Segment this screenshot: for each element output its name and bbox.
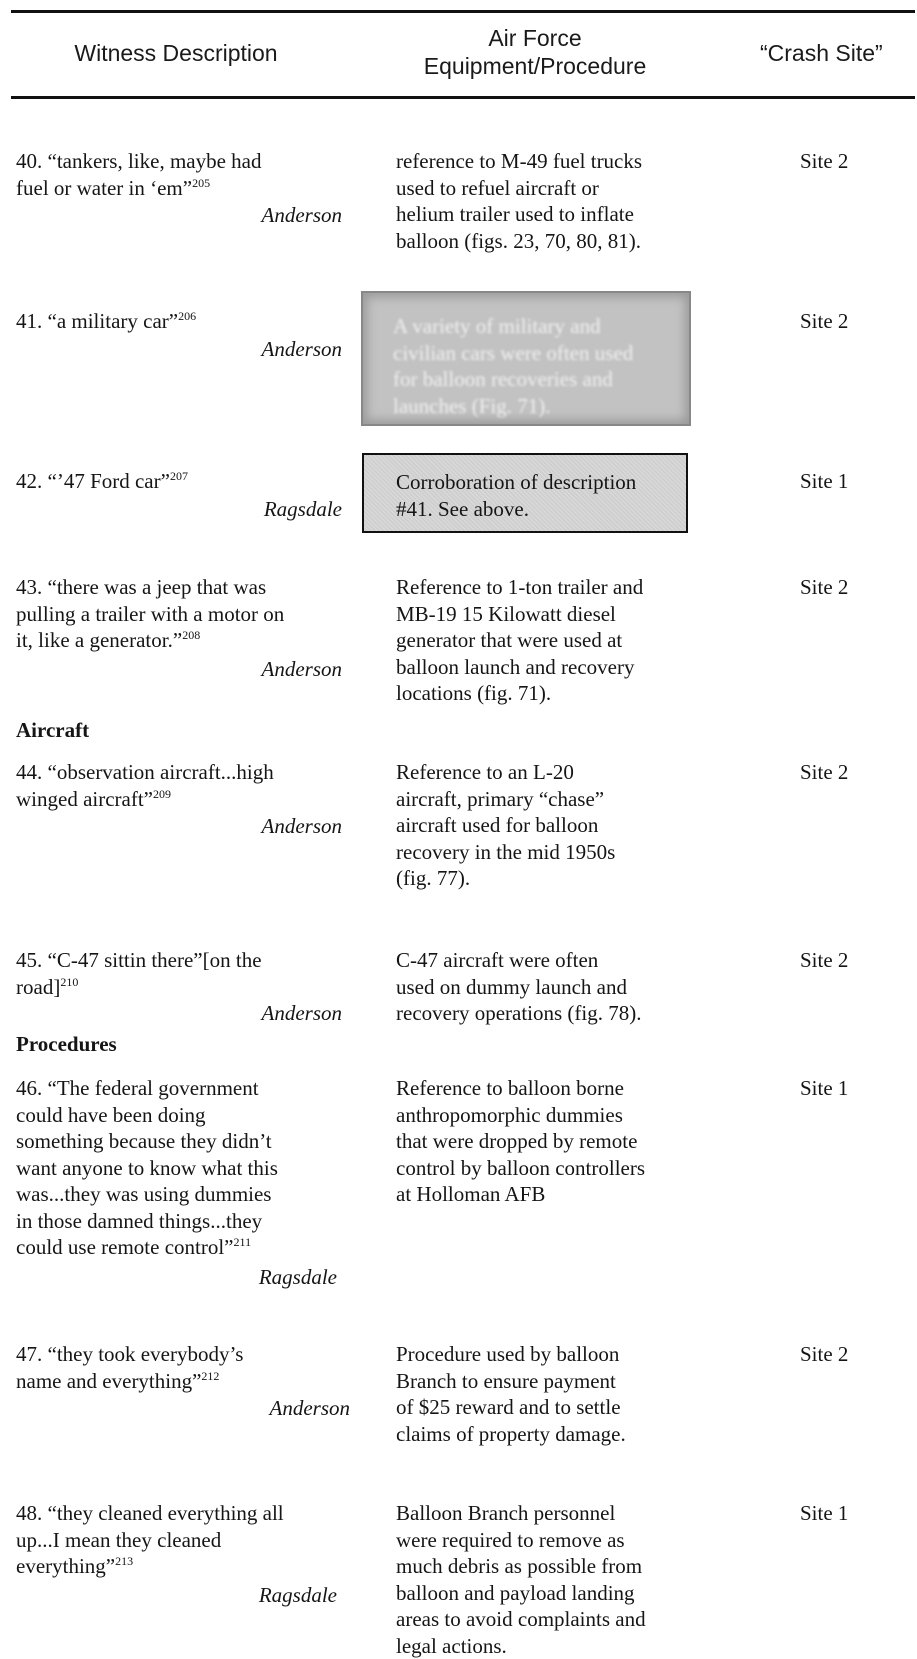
equipment-description-40: reference to M-49 fuel trucks used to refuel aircraft or helium trailer used to inflate balloon (figs. 23, 70, 80, 81). [396,149,643,253]
witness-name: Anderson [261,814,342,838]
equipment-description-41: A variety of military and civilian cars were often used for balloon recoveries and launches (Fig. 71). [393,314,634,418]
witness-name: Ragsdale [258,1265,337,1289]
footnote-ref: 207 [169,469,188,483]
section-heading-procedures: Procedures [16,1032,117,1056]
footnote-ref: 213 [115,1554,134,1568]
crash-site-label: Site 2 [800,1342,849,1366]
witness-quote-45: 45. “C-47 sittin there”[on the road]$^{210}$ [16,948,262,999]
header-air-force-line2: Equipment/Procedure [423,53,647,79]
crash-site-label: Site 2 [800,575,849,599]
equipment-description-45: C-47 aircraft were often used on dummy launch and recovery operations (fig. 78). [396,948,642,1025]
section-heading-aircraft: Aircraft [16,718,90,742]
witness-quote-44: 44. “observation aircraft...high winged aircraft”$^{209}$ [16,760,274,811]
crash-site-label: Site 2 [800,948,849,972]
witness-quote-48: 48. “they cleaned everything all up...I mean they cleaned everything”$^{213}$ [16,1501,284,1578]
highlighted-equipment-box-42 [362,453,688,533]
witness-name: Anderson [261,203,342,227]
crash-site-label: Site 1 [800,1501,849,1525]
header-crash-site: “Crash Site” [760,40,883,66]
crash-site-label: Site 1 [800,1076,849,1100]
witness-quote-47: 47. “they took everybody’s name and everything”$^{212}$ [16,1342,244,1393]
witness-name: Anderson [269,1396,350,1420]
header-top-rule [11,10,915,13]
highlighted-equipment-box-41 [361,291,691,426]
footnote-ref: 212 [201,1368,220,1383]
footnote-ref: 210 [60,974,79,989]
footnote-ref: 209 [153,786,172,801]
witness-name: Ragsdale [263,497,342,521]
equipment-description-48: Balloon Branch personnel were required to remove as much debris as possible from balloon and payload landing areas to avoid complaints and legal actions. [396,1501,646,1658]
witness-quote-43: 43. “there was a jeep that was pulling a trailer with a motor on it, like a generator.”$^{208}$ [16,575,285,652]
witness-name: Ragsdale [258,1583,337,1607]
crash-site-label: Site 2 [800,149,849,173]
header-witness-description: Witness Description [74,40,278,66]
footnote-ref: 206 [178,309,197,323]
witness-quote-40: 40. “tankers, like, maybe had fuel or water in ‘em”$^{205}$ [16,149,262,200]
footnote-ref: 208 [182,628,201,642]
equipment-description-42: Corroboration of description #41. See above. [396,470,637,521]
witness-name: Anderson [261,1001,342,1025]
footnote-ref: 211 [233,1235,252,1249]
witness-name: Anderson [261,657,342,681]
equipment-description-47: Procedure used by balloon Branch to ensure payment of $25 reward and to settle claims of property damage. [396,1342,626,1446]
crash-site-label: Site 2 [800,760,849,784]
header-bottom-rule [11,96,915,99]
header-air-force-equipment [370,24,700,80]
witness-quote-46: 46. “The federal government could have been doing something because they didn’t want anyone to know what this was...they was using dummies in those damned things...they could use remote control”$^{211}$ [16,1076,278,1259]
header-air-force-line1: Air Force [488,25,582,51]
witness-quote-41: 41. “a military car”$^{206}$ [16,309,197,333]
equipment-description-46: Reference to balloon borne anthropomorphic dummies that were dropped by remote control by balloon controllers at Holloman AFB [396,1076,646,1206]
witness-name: Anderson [261,337,342,361]
crash-site-label: Site 2 [800,309,849,333]
crash-site-label: Site 1 [800,469,849,493]
footnote-ref: 205 [192,175,211,190]
equipment-description-44: Reference to an L-20 aircraft, primary “chase” aircraft used for balloon recovery in the mid 1950s (fig. 77). [396,760,616,890]
witness-quote-42: 42. “’47 Ford car”$^{207}$ [16,469,188,493]
equipment-description-43: Reference to 1-ton trailer and MB-19 15 Kilowatt diesel generator that were used at balloon launch and recovery locations (fig. 71). [396,575,644,705]
